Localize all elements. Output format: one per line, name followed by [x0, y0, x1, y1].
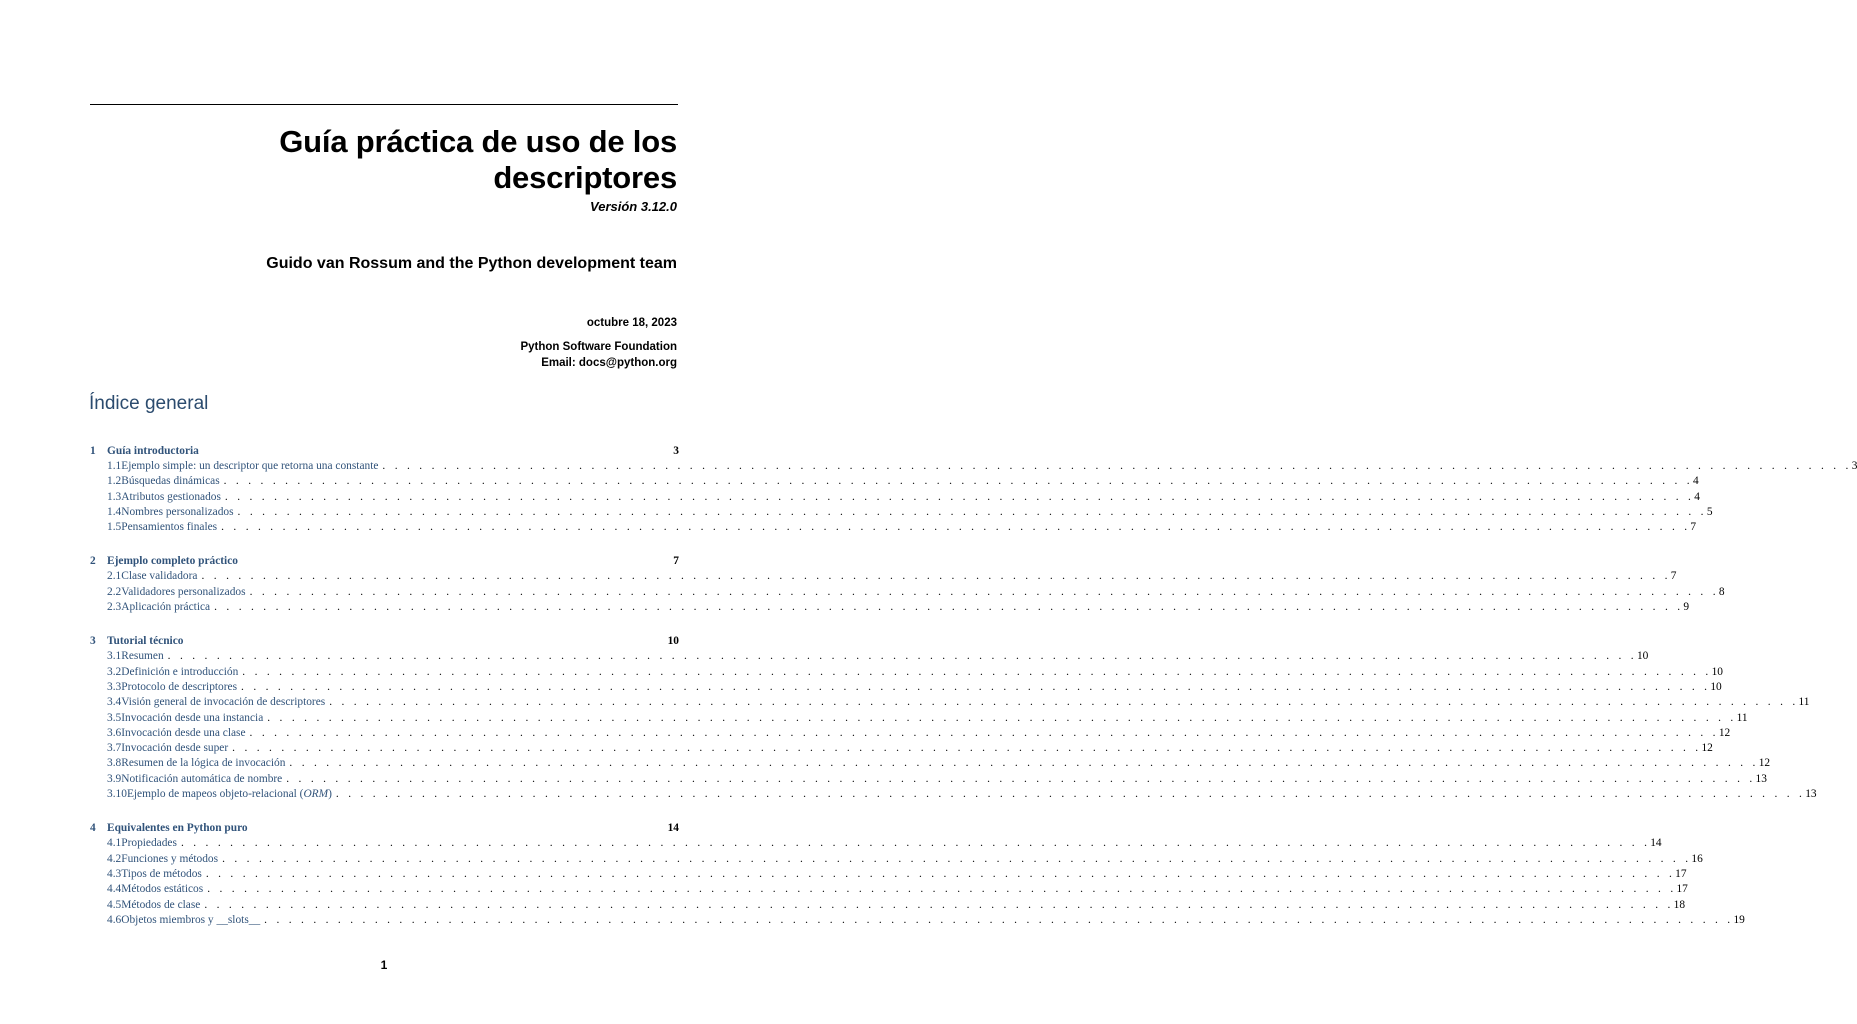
- toc-section-page: 17: [1675, 867, 1687, 880]
- toc-section-page: 10: [1636, 650, 1649, 663]
- toc-gap: [90, 535, 679, 553]
- toc-section-label-text: Resumen de la lógica de invocación: [121, 757, 286, 770]
- toc-chapter-label[interactable]: Guía introductoria: [107, 445, 199, 457]
- toc-leader-dots: . . . . . . . . . . . . . . . . . . . . . . . . . . . . . . . . . . . . . . . . . . . . . . . . . . . . . . . . . . . . . . . . . . . . . . . . . . . . . . . . . . . . . . . . . . . . . . . . . . . . . . . . . . . . . . . . . . . . . . . .: [267, 711, 1737, 724]
- toc-section-4-2[interactable]: [90, 852, 1703, 867]
- toc-section-page: 3: [1851, 460, 1857, 472]
- toc-leader-dots: . . . . . . . . . . . . . . . . . . . . . . . . . . . . . . . . . . . . . . . . . . . . . . . . . . . . . . . . . . . . . . . . . . . . . . . . . . . . . . . . . . . . . . . . . . . . . . . . . . . . . . . . . . . . . . . . . . . . . . . .: [222, 852, 1692, 865]
- toc-section-1-4[interactable]: [90, 505, 1713, 520]
- toc-section-page: 19: [1733, 913, 1745, 926]
- toc-section-label[interactable]: [121, 649, 167, 664]
- toc-leader-dots: . . . . . . . . . . . . . . . . . . . . . . . . . . . . . . . . . . . . . . . . . . . . . . . . . . . . . . . . . . . . . . . . . . . . . . . . . . . . . . . . . . . . . . . . . . . . . . . . . . . . . . . . . . . . . . . . . . . . . . . .: [286, 772, 1756, 785]
- toc-leader-dots: . . . . . . . . . . . . . . . . . . . . . . . . . . . . . . . . . . . . . . . . . . . . . . . . . . . . . . . . . . . . . . . . . . . . . . . . . . . . . . . . . . . . . . . . . . . . . . . . . . . . . . . . . . . . . . . . . . . . . . . .: [205, 867, 1676, 880]
- toc-section-label-text: Clase validadora: [121, 570, 198, 583]
- toc-leader-dots: . . . . . . . . . . . . . . . . . . . . . . . . . . . . . . . . . . . . . . . . . . . . . . . . . . . . . . . . . . . . . . . . . . . . . . . . . . . . . . . . . . . . . . . . . . . . . . . . . . . . . . . . . . . . . . . . . . . . . . . .: [329, 696, 1799, 709]
- toc-section-3-7[interactable]: [90, 741, 1713, 756]
- toc-leader-dots: . . . . . . . . . . . . . . . . . . . . . . . . . . . . . . . . . . . . . . . . . . . . . . . . . . . . . . . . . . . . . . . . . . . . . . . . . . . . . . . . . . . . . . . . . . . . . . . . . . . . . . . . . . . . . . . . . . . . . . . .: [382, 460, 1852, 472]
- document-organization: [520, 339, 677, 371]
- toc-leader-dots: . . . . . . . . . . . . . . . . . . . . . . . . . . . . . . . . . . . . . . . . . . . . . . . . . . . . . . . . . . . . . . . . . . . . . . . . . . . . . . . . . . . . . . . . . . . . . . . . . . . . . . . . . . . . . . . . . . . . . . . .: [180, 837, 1651, 850]
- toc-section-label[interactable]: [121, 852, 222, 867]
- organization-name: Python Software Foundation: [520, 341, 677, 353]
- toc-leader-dots: . . . . . . . . . . . . . . . . . . . . . . . . . . . . . . . . . . . . . . . . . . . . . . . . . . . . . . . . . . . . . . . . . . . . . . . . . . . . . . . . . . . . . . . . . . . . . . . . . . . . . . . . . . . . . . . . . . . . . . . .: [232, 742, 1702, 755]
- toc-heading: Índice general: [89, 393, 209, 414]
- toc-section-label[interactable]: [121, 600, 214, 615]
- toc-section-label[interactable]: [127, 787, 336, 802]
- toc-section-label-text: Métodos estáticos: [121, 883, 204, 896]
- toc-section-3-1[interactable]: [90, 649, 1649, 664]
- toc-section-label[interactable]: [121, 474, 223, 489]
- toc-section-2-2[interactable]: [90, 585, 1725, 600]
- toc-section-label[interactable]: [121, 836, 181, 851]
- toc-leader-dots: . . . . . . . . . . . . . . . . . . . . . . . . . . . . . . . . . . . . . . . . . . . . . . . . . . . . . . . . . . . . . . . . . . . . . . . . . . . . . . . . . . . . . . . . . . . . . . . . . . . . . . . . . . . . . . . . . . . . . . . .: [289, 757, 1759, 770]
- toc-chapter-label[interactable]: Ejemplo completo práctico: [107, 555, 238, 568]
- toc-section-label-text: Ejemplo de mapeos objeto-relacional (: [126, 788, 304, 801]
- toc-section-4-1[interactable]: [90, 836, 1662, 851]
- toc-section-page: 10: [1710, 680, 1722, 693]
- toc-section-label-text: Objetos miembros y __slots__: [121, 913, 261, 926]
- toc-chapter-page: 7: [673, 555, 679, 568]
- toc-leader-dots: . . . . . . . . . . . . . . . . . . . . . . . . . . . . . . . . . . . . . . . . . . . . . . . . . . . . . . . . . . . . . . . . . . . . . . . . . . . . . . . . . . . . . . . . . . . . . . . . . . . . . . . . . . . . . . . . . . . . . . . .: [221, 521, 1691, 534]
- toc-section-label-text: Métodos de clase: [121, 898, 201, 911]
- toc-section-page: 13: [1755, 772, 1767, 785]
- toc-section-label[interactable]: [121, 505, 237, 520]
- toc-section-label-text: Invocación desde una instancia: [121, 711, 264, 724]
- toc-section-label-text: Ejemplo simple: un descriptor que retorna una constante: [121, 460, 379, 472]
- document-authors: Guido van Rossum and the Python development team: [266, 255, 677, 272]
- toc-section-page: 4: [1694, 490, 1700, 503]
- toc-section-number: 3.8: [107, 757, 122, 770]
- toc-section-number: 4.5: [107, 898, 122, 911]
- toc-chapter-page: 14: [667, 822, 679, 835]
- toc-section-number: 4.1: [107, 837, 122, 850]
- toc-leader-dots: . . . . . . . . . . . . . . . . . . . . . . . . . . . . . . . . . . . . . . . . . . . . . . . . . . . . . . . . . . . . . . . . . . . . . . . . . . . . . . . . . . . . . . . . . . . . . . . . . . . . . . . . . . . . . . . . . . . . . . . .: [249, 726, 1719, 739]
- toc-section-label[interactable]: [121, 569, 201, 584]
- toc-section-number: 1.3: [107, 490, 122, 503]
- toc-section-4-3[interactable]: [90, 867, 1687, 882]
- toc-section-1-5[interactable]: [90, 520, 1697, 535]
- toc-section-label-text: Invocación desde super: [121, 742, 229, 755]
- toc-section-3-9[interactable]: [90, 772, 1767, 787]
- toc-leader-dots: . . . . . . . . . . . . . . . . . . . . . . . . . . . . . . . . . . . . . . . . . . . . . . . . . . . . . . . . . . . . . . . . . . . . . . . . . . . . . . . . . . . . . . . . . . . . . . . . . . . . . . . . . . . . . . . . . . . . . . . .: [167, 650, 1637, 663]
- toc-section-label[interactable]: [121, 898, 204, 913]
- document-version: Versión 3.12.0: [590, 199, 677, 214]
- toc-leader-dots: . . . . . . . . . . . . . . . . . . . . . . . . . . . . . . . . . . . . . . . . . . . . . . . . . . . . . . . . . . . . . . . . . . . . . . . . . . . . . . . . . . . . . . . . . . . . . . . . . . . . . . . . . . . . . . . . . . . . . . . .: [335, 788, 1806, 801]
- toc-section-number: 3.7: [107, 742, 122, 755]
- toc-chapter-3[interactable]: [90, 633, 679, 649]
- toc-section-number: 1.1: [107, 460, 122, 472]
- toc-chapter-number: 3: [90, 635, 96, 648]
- page-number: 1: [380, 958, 388, 972]
- toc-section-3-4[interactable]: [90, 695, 1810, 710]
- toc-section-page: 10: [1711, 665, 1723, 678]
- toc-leader-dots: . . . . . . . . . . . . . . . . . . . . . . . . . . . . . . . . . . . . . . . . . . . . . . . . . . . . . . . . . . . . . . . . . . . . . . . . . . . . . . . . . . . . . . . . . . . . . . . . . . . . . . . . . . . . . . . . . . . . . . . .: [241, 680, 1711, 693]
- toc-section-number: 3.1: [107, 650, 122, 663]
- toc-section-4-5[interactable]: [90, 898, 1686, 913]
- toc-section-number: 3.4: [107, 696, 122, 709]
- toc-section-1-1[interactable]: [90, 459, 1857, 474]
- organization-email: Email: docs@python.org: [541, 357, 677, 369]
- toc-section-label-text: Nombres personalizados: [121, 505, 234, 518]
- toc-leader-dots: . . . . . . . . . . . . . . . . . . . . . . . . . . . . . . . . . . . . . . . . . . . . . . . . . . . . . . . . . . . . . . . . . . . . . . . . . . . . . . . . . . . . . . . . . . . . . . . . . . . . . . . . . . . . . . . . . . . . . . . .: [237, 505, 1707, 518]
- toc-section-number: 1.2: [107, 475, 122, 488]
- toc-section-label-italic: ORM: [303, 788, 329, 801]
- toc-leader-dots: . . . . . . . . . . . . . . . . . . . . . . . . . . . . . . . . . . . . . . . . . . . . . . . . . . . . . . . . . . . . . . . . . . . . . . . . . . . . . . . . . . . . . . . . . . . . . . . . . . . . . . . . . . . . . . . . . . . . . . . .: [242, 665, 1712, 678]
- toc-leader-dots: . . . . . . . . . . . . . . . . . . . . . . . . . . . . . . . . . . . . . . . . . . . . . . . . . . . . . . . . . . . . . . . . . . . . . . . . . . . . . . . . . . . . . . . . . . . . . . . . . . . . . . . . . . . . . . . . . . . . . . . .: [207, 883, 1677, 896]
- toc-section-label[interactable]: [121, 756, 289, 771]
- toc-section-3-2[interactable]: [90, 665, 1723, 680]
- toc-section-page: 12: [1758, 757, 1771, 770]
- toc-section-page: 5: [1706, 505, 1713, 518]
- toc-section-label[interactable]: [121, 913, 264, 928]
- toc-section-4-6[interactable]: [90, 913, 1745, 928]
- toc-section-label-text: Tipos de métodos: [121, 867, 202, 880]
- toc-section-label[interactable]: [121, 741, 232, 756]
- toc-section-label[interactable]: [121, 490, 225, 505]
- toc-leader-dots: . . . . . . . . . . . . . . . . . . . . . . . . . . . . . . . . . . . . . . . . . . . . . . . . . . . . . . . . . . . . . . . . . . . . . . . . . . . . . . . . . . . . . . . . . . . . . . . . . . . . . . . . . . . . . . . . . . . . . . . .: [214, 601, 1684, 614]
- toc-chapter-4[interactable]: [90, 820, 679, 836]
- toc-section-number: 2.3: [107, 601, 122, 614]
- toc-section-page: 12: [1718, 726, 1731, 739]
- toc-section-label[interactable]: [121, 726, 249, 741]
- toc-section-page: 11: [1798, 696, 1810, 709]
- toc-section-3-8[interactable]: [90, 756, 1771, 771]
- toc-section-label-after: ): [328, 788, 332, 801]
- toc-chapter-number: 4: [90, 822, 96, 835]
- toc-section-number: 2.1: [107, 570, 122, 583]
- toc-section-page: 18: [1673, 898, 1686, 911]
- toc-section-label[interactable]: [121, 520, 221, 535]
- toc-section-number: 3.3: [107, 680, 122, 693]
- toc-section-number: 2.2: [107, 585, 122, 598]
- toc-section-number: 1.4: [107, 505, 122, 518]
- toc-section-number: 4.6: [107, 913, 122, 926]
- toc-section-label-text: Pensamientos finales: [121, 521, 218, 534]
- toc-section-number: 3.2: [107, 665, 122, 678]
- toc-chapter-label[interactable]: Tutorial técnico: [107, 635, 184, 648]
- toc-leader-dots: . . . . . . . . . . . . . . . . . . . . . . . . . . . . . . . . . . . . . . . . . . . . . . . . . . . . . . . . . . . . . . . . . . . . . . . . . . . . . . . . . . . . . . . . . . . . . . . . . . . . . . . . . . . . . . . . . . . . . . . .: [201, 570, 1671, 583]
- toc-section-page: 17: [1676, 883, 1688, 896]
- toc-section-label-text: Propiedades: [121, 837, 177, 850]
- toc-leader-dots: . . . . . . . . . . . . . . . . . . . . . . . . . . . . . . . . . . . . . . . . . . . . . . . . . . . . . . . . . . . . . . . . . . . . . . . . . . . . . . . . . . . . . . . . . . . . . . . . . . . . . . . . . . . . . . . . . . . . . . . .: [204, 898, 1674, 911]
- toc-chapter-1[interactable]: [90, 443, 679, 459]
- toc-section-page: 12: [1701, 742, 1713, 755]
- toc-section-page: 7: [1690, 521, 1697, 534]
- toc-section-number: 3.6: [107, 726, 122, 739]
- toc-chapter-label[interactable]: Equivalentes en Python puro: [107, 822, 248, 835]
- toc-section-number: 4.4: [107, 883, 122, 896]
- toc-section-label-text: Búsquedas dinámicas: [121, 475, 220, 488]
- toc-section-label[interactable]: [121, 867, 206, 882]
- document-title: Guía práctica de uso de los descriptores: [279, 124, 677, 195]
- toc-section-label-text: Definición e introducción: [121, 665, 239, 678]
- toc-section-label[interactable]: [121, 695, 329, 710]
- toc-section-1-3[interactable]: [90, 490, 1700, 505]
- toc-section-label[interactable]: [121, 680, 241, 695]
- toc-section-label-text: Invocación desde una clase: [121, 726, 246, 739]
- toc-section-3-6[interactable]: [90, 726, 1731, 741]
- toc-section-label-text: Visión general de invocación de descriptores: [121, 696, 326, 709]
- toc-section-label[interactable]: [121, 459, 382, 474]
- toc-section-label[interactable]: [121, 772, 286, 787]
- toc-section-number: 4.2: [107, 852, 122, 865]
- toc-section-page: 14: [1650, 837, 1662, 850]
- toc-leader-dots: . . . . . . . . . . . . . . . . . . . . . . . . . . . . . . . . . . . . . . . . . . . . . . . . . . . . . . . . . . . . . . . . . . . . . . . . . . . . . . . . . . . . . . . . . . . . . . . . . . . . . . . . . . . . . . . . . . . . . . . .: [264, 913, 1734, 926]
- toc-chapter-page: 3: [673, 445, 679, 457]
- toc-section-page: 7: [1670, 570, 1677, 583]
- toc-section-2-3[interactable]: [90, 600, 1690, 615]
- toc-chapter-page: 10: [667, 635, 679, 648]
- title-rule: [90, 104, 678, 105]
- toc-section-label-text: Resumen: [121, 650, 164, 663]
- toc-leader-dots: . . . . . . . . . . . . . . . . . . . . . . . . . . . . . . . . . . . . . . . . . . . . . . . . . . . . . . . . . . . . . . . . . . . . . . . . . . . . . . . . . . . . . . . . . . . . . . . . . . . . . . . . . . . . . . . . . . . . . . . .: [223, 475, 1693, 488]
- toc-leader-dots: . . . . . . . . . . . . . . . . . . . . . . . . . . . . . . . . . . . . . . . . . . . . . . . . . . . . . . . . . . . . . . . . . . . . . . . . . . . . . . . . . . . . . . . . . . . . . . . . . . . . . . . . . . . . . . . . . . . . . . . .: [224, 490, 1695, 503]
- toc-chapter-number: 2: [90, 555, 96, 568]
- toc-section-number: 3.9: [107, 772, 122, 785]
- toc-section-page: 8: [1718, 585, 1725, 598]
- toc-gap: [90, 802, 679, 820]
- toc-section-page: 9: [1683, 601, 1690, 614]
- toc-section-1-2[interactable]: [90, 474, 1699, 489]
- toc-chapter-number: 1: [90, 445, 96, 457]
- toc-section-4-4[interactable]: [90, 882, 1688, 897]
- toc-gap: [90, 615, 679, 633]
- toc-section-2-1[interactable]: [90, 569, 1677, 584]
- toc-section-label[interactable]: [121, 882, 207, 897]
- toc-section-label[interactable]: [121, 665, 242, 680]
- toc-section-label-text: Aplicación práctica: [121, 601, 211, 614]
- toc-section-number: 3.10: [107, 788, 127, 801]
- document-date: octubre 18, 2023: [586, 317, 677, 329]
- toc-section-number: 1.5: [107, 521, 122, 534]
- toc-section-page: 13: [1805, 788, 1817, 801]
- toc-section-label-text: Validadores personalizados: [121, 585, 246, 598]
- toc-section-label-text: Protocolo de descriptores: [121, 680, 238, 693]
- toc-section-label[interactable]: [121, 711, 267, 726]
- toc-leader-dots: . . . . . . . . . . . . . . . . . . . . . . . . . . . . . . . . . . . . . . . . . . . . . . . . . . . . . . . . . . . . . . . . . . . . . . . . . . . . . . . . . . . . . . . . . . . . . . . . . . . . . . . . . . . . . . . . . . . . . . . .: [249, 585, 1719, 598]
- toc-section-number: 4.3: [107, 867, 122, 880]
- toc-section-page: 4: [1692, 475, 1699, 488]
- toc-section-label-text: Atributos gestionados: [121, 490, 221, 503]
- toc-section-page: 11: [1736, 711, 1748, 724]
- toc-chapter-2[interactable]: [90, 553, 679, 569]
- toc-section-number: 3.5: [107, 711, 122, 724]
- table-of-contents: [90, 443, 1857, 928]
- toc-section-label[interactable]: [121, 585, 249, 600]
- toc-section-3-10[interactable]: [90, 787, 1817, 802]
- toc-section-3-3[interactable]: [90, 680, 1722, 695]
- toc-section-page: 16: [1691, 852, 1703, 865]
- toc-section-label-text: Funciones y métodos: [121, 852, 219, 865]
- toc-section-3-5[interactable]: [90, 711, 1748, 726]
- toc-section-label-text: Notificación automática de nombre: [121, 772, 283, 785]
